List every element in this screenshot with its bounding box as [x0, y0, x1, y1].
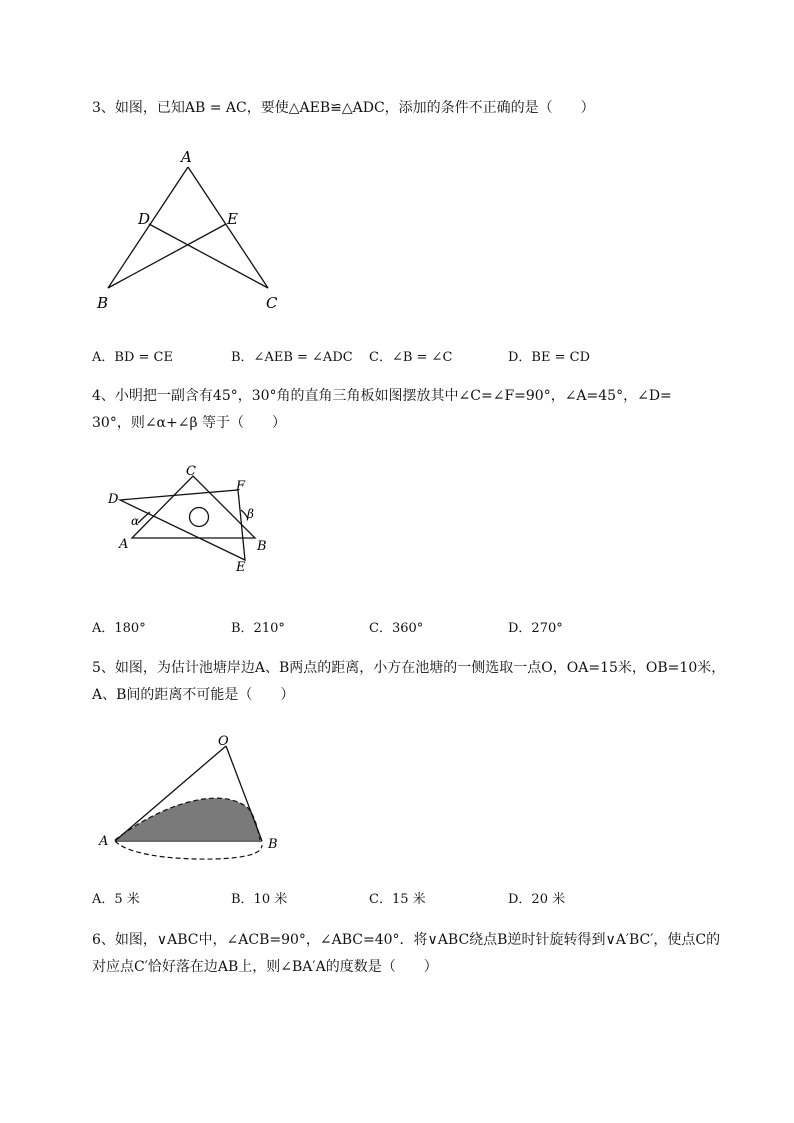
- pond-lower-edge: [115, 841, 262, 859]
- label-alpha: α: [131, 514, 140, 528]
- option-b[interactable]: B．∠AEB = ∠ADC: [231, 350, 353, 365]
- question-6-line-2: 对应点C′恰好落在边AB上，则∠BA′A的度数是（ ）: [92, 959, 438, 975]
- pond-shaded: [115, 798, 260, 840]
- label-O: O: [218, 734, 229, 749]
- label-E: E: [236, 560, 246, 575]
- label-D: D: [108, 492, 119, 507]
- label-C: C: [186, 464, 196, 479]
- option-a[interactable]: A．5 米: [92, 892, 140, 907]
- label-beta: β: [247, 507, 254, 521]
- option-d[interactable]: D．20 米: [508, 892, 566, 907]
- question-6-line-1: 6、如图，∨ABC中，∠ACB=90°，∠ABC=40°．将∨ABC绕点B逆时针旋转得到∨A′BC′，使点C的: [92, 932, 721, 948]
- label-A: A: [99, 834, 109, 849]
- label-F: F: [236, 479, 246, 494]
- label-B: B: [97, 294, 109, 312]
- option-b[interactable]: B．10 米: [231, 892, 288, 907]
- option-d[interactable]: D．BE = CD: [508, 350, 590, 365]
- option-c[interactable]: C．360°: [369, 621, 424, 636]
- label-B: B: [257, 539, 267, 554]
- option-d[interactable]: D．270°: [508, 621, 563, 636]
- label-D: D: [138, 210, 151, 228]
- option-a[interactable]: A．180°: [92, 621, 146, 636]
- label-A: A: [119, 537, 129, 552]
- question-5-line-2: A、B间的距离不可能是（ ）: [92, 687, 295, 703]
- label-C: C: [266, 294, 278, 312]
- option-b[interactable]: B．210°: [231, 621, 285, 636]
- option-c[interactable]: C．15 米: [369, 892, 426, 907]
- question-4-line-2: 30°，则∠α+∠β 等于（ ）: [92, 415, 287, 431]
- label-B: B: [268, 837, 278, 852]
- question-3-stem: 3、如图，已知AB = AC，要使△AEB≌△ADC，添加的条件不正确的是（ ）: [92, 100, 595, 116]
- question-6-stem: [92, 927, 742, 981]
- label-A: A: [181, 148, 192, 166]
- option-a[interactable]: A．BD = CE: [92, 350, 173, 365]
- label-E: E: [227, 210, 238, 228]
- option-c[interactable]: C．∠B = ∠C: [369, 350, 453, 365]
- question-5-line-1: 5、如图，为估计池塘岸边A、B两点的距离，小方在池塘的一侧选取一点O，OA=15米，OB=10米，: [92, 660, 726, 676]
- question-4-line-1: 4、小明把一副含有45°，30°角的直角三角板如图摆放其中∠C=∠F=90°，∠A=45°，∠D=: [92, 388, 672, 404]
